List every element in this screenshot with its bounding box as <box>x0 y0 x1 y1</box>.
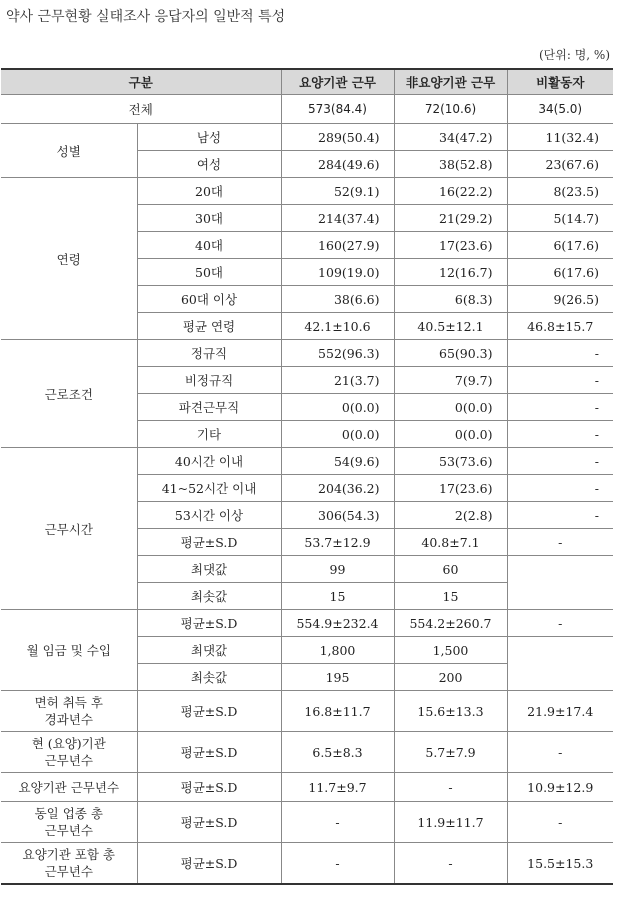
cell-v1: 6.5±8.3 <box>281 732 394 773</box>
cell-v3 <box>507 637 613 691</box>
total-v3: 34(5.0) <box>507 95 613 124</box>
characteristics-table <box>1 68 613 885</box>
cell-v2: 12(16.7) <box>394 259 507 286</box>
group-label-line1: 면허 취득 후 <box>34 695 103 710</box>
table-row <box>1 691 613 732</box>
cell-v2: 554.2±260.7 <box>394 610 507 637</box>
cell-v3: 10.9±12.9 <box>507 773 613 802</box>
cell-v2: 1,500 <box>394 637 507 664</box>
cell-v3: 11(32.4) <box>507 124 613 151</box>
header-col2: 非요양기관 근무 <box>394 69 507 95</box>
cell-v3 <box>507 556 613 610</box>
cell-v3: - <box>507 502 613 529</box>
row-label: 파견근무직 <box>137 394 281 421</box>
row-label: 최댓값 <box>137 637 281 664</box>
cell-v3: 5(14.7) <box>507 205 613 232</box>
cell-v1: 16.8±11.7 <box>281 691 394 732</box>
cell-v3: 21.9±17.4 <box>507 691 613 732</box>
cell-v3: 6(17.6) <box>507 259 613 286</box>
cell-v3: - <box>507 394 613 421</box>
table-row <box>1 773 613 802</box>
cell-v2: 200 <box>394 664 507 691</box>
group-label-line2: 근무년수 <box>44 864 93 879</box>
group-label-line1: 현 (요양)기관 <box>31 736 106 751</box>
row-label: 여성 <box>137 151 281 178</box>
row-label: 평균±S.D <box>137 802 281 843</box>
cell-v2: 17(23.6) <box>394 475 507 502</box>
group-label: 근로조건 <box>1 340 137 448</box>
cell-v1: 289(50.4) <box>281 124 394 151</box>
cell-v2: 38(52.8) <box>394 151 507 178</box>
row-label: 평균±S.D <box>137 529 281 556</box>
table-row <box>1 448 613 475</box>
cell-v1: 195 <box>281 664 394 691</box>
row-label: 평균 연령 <box>137 313 281 340</box>
cell-v3: - <box>507 448 613 475</box>
cell-v1: 554.9±232.4 <box>281 610 394 637</box>
cell-v3: 9(26.5) <box>507 286 613 313</box>
cell-v2: 17(23.6) <box>394 232 507 259</box>
table-row <box>1 124 613 151</box>
cell-v2: 15.6±13.3 <box>394 691 507 732</box>
cell-v1: 42.1±10.6 <box>281 313 394 340</box>
row-label: 평균±S.D <box>137 843 281 885</box>
cell-v2: - <box>394 773 507 802</box>
header-row <box>1 69 613 95</box>
cell-v2: 6(8.3) <box>394 286 507 313</box>
cell-v2: 16(22.2) <box>394 178 507 205</box>
row-label: 기타 <box>137 421 281 448</box>
total-label: 전체 <box>1 95 281 124</box>
group-label-line1: 요양기관 근무년수 <box>18 779 120 795</box>
unit-note: (단위: 명, %) <box>538 48 610 62</box>
cell-v1: 52(9.1) <box>281 178 394 205</box>
cell-v3: - <box>507 732 613 773</box>
group-label <box>1 773 137 802</box>
total-v2: 72(10.6) <box>394 95 507 124</box>
cell-v3: - <box>507 529 613 556</box>
cell-v1: 53.7±12.9 <box>281 529 394 556</box>
group-label-line2: 경과년수 <box>44 712 93 727</box>
table-row <box>1 178 613 205</box>
cell-v2: 15 <box>394 583 507 610</box>
table-row <box>1 340 613 367</box>
cell-v3: - <box>507 610 613 637</box>
group-label-line2: 근무년수 <box>44 823 93 838</box>
row-label: 평균±S.D <box>137 610 281 637</box>
cell-v2: 0(0.0) <box>394 394 507 421</box>
cell-v3: 23(67.6) <box>507 151 613 178</box>
table-row <box>1 732 613 773</box>
cell-v2: - <box>394 843 507 885</box>
row-label: 평균±S.D <box>137 773 281 802</box>
cell-v3: - <box>507 421 613 448</box>
cell-v1: 552(96.3) <box>281 340 394 367</box>
group-label: 성별 <box>1 124 137 178</box>
cell-v2: 40.5±12.1 <box>394 313 507 340</box>
cell-v2: 60 <box>394 556 507 583</box>
cell-v1: 21(3.7) <box>281 367 394 394</box>
row-label: 정규직 <box>137 340 281 367</box>
cell-v1: 214(37.4) <box>281 205 394 232</box>
row-label: 20대 <box>137 178 281 205</box>
group-label <box>1 691 137 732</box>
cell-v1: - <box>281 843 394 885</box>
row-label: 남성 <box>137 124 281 151</box>
row-label: 40시간 이내 <box>137 448 281 475</box>
cell-v1: 160(27.9) <box>281 232 394 259</box>
cell-v2: 65(90.3) <box>394 340 507 367</box>
cell-v1: 99 <box>281 556 394 583</box>
row-label: 평균±S.D <box>137 691 281 732</box>
cell-v1: 1,800 <box>281 637 394 664</box>
cell-v3: 15.5±15.3 <box>507 843 613 885</box>
header-col3: 비활동자 <box>507 69 613 95</box>
page-title: 약사 근무현황 실태조사 응답자의 일반적 특성 <box>6 9 286 25</box>
group-label-line1: 동일 업종 총 <box>34 806 103 821</box>
cell-v1: 15 <box>281 583 394 610</box>
row-label: 평균±S.D <box>137 732 281 773</box>
cell-v2: 11.9±11.7 <box>394 802 507 843</box>
cell-v1: 38(6.6) <box>281 286 394 313</box>
row-label: 최솟값 <box>137 583 281 610</box>
header-col1: 요양기관 근무 <box>281 69 394 95</box>
header-category: 구분 <box>1 69 281 95</box>
cell-v3: 8(23.5) <box>507 178 613 205</box>
group-label: 근무시간 <box>1 448 137 610</box>
table-row <box>1 802 613 843</box>
cell-v3: 46.8±15.7 <box>507 313 613 340</box>
cell-v2: 53(73.6) <box>394 448 507 475</box>
cell-v2: 34(47.2) <box>394 124 507 151</box>
group-label <box>1 843 137 885</box>
row-label: 53시간 이상 <box>137 502 281 529</box>
cell-v2: 2(2.8) <box>394 502 507 529</box>
group-label: 월 임금 및 수입 <box>1 610 137 691</box>
row-label: 50대 <box>137 259 281 286</box>
total-row <box>1 95 613 124</box>
group-label-line2: 근무년수 <box>44 753 93 768</box>
cell-v2: 5.7±7.9 <box>394 732 507 773</box>
row-label: 60대 이상 <box>137 286 281 313</box>
row-label: 최댓값 <box>137 556 281 583</box>
table-row <box>1 843 613 885</box>
table-row <box>1 610 613 637</box>
cell-v3: - <box>507 340 613 367</box>
cell-v1: 0(0.0) <box>281 394 394 421</box>
row-label: 최솟값 <box>137 664 281 691</box>
cell-v1: 54(9.6) <box>281 448 394 475</box>
cell-v1: 306(54.3) <box>281 502 394 529</box>
cell-v1: 11.7±9.7 <box>281 773 394 802</box>
row-label: 30대 <box>137 205 281 232</box>
cell-v2: 40.8±7.1 <box>394 529 507 556</box>
cell-v3: - <box>507 367 613 394</box>
cell-v1: 0(0.0) <box>281 421 394 448</box>
cell-v1: 204(36.2) <box>281 475 394 502</box>
cell-v2: 0(0.0) <box>394 421 507 448</box>
cell-v2: 7(9.7) <box>394 367 507 394</box>
row-label: 비정규직 <box>137 367 281 394</box>
total-v1: 573(84.4) <box>281 95 394 124</box>
row-label: 40대 <box>137 232 281 259</box>
cell-v3: - <box>507 475 613 502</box>
row-label: 41~52시간 이내 <box>137 475 281 502</box>
cell-v1: 109(19.0) <box>281 259 394 286</box>
cell-v1: 284(49.6) <box>281 151 394 178</box>
cell-v2: 21(29.2) <box>394 205 507 232</box>
cell-v3: - <box>507 802 613 843</box>
group-label: 연령 <box>1 178 137 340</box>
cell-v1: - <box>281 802 394 843</box>
group-label-line1: 요양기관 포함 총 <box>22 847 115 862</box>
group-label <box>1 732 137 773</box>
group-label <box>1 802 137 843</box>
cell-v3: 6(17.6) <box>507 232 613 259</box>
